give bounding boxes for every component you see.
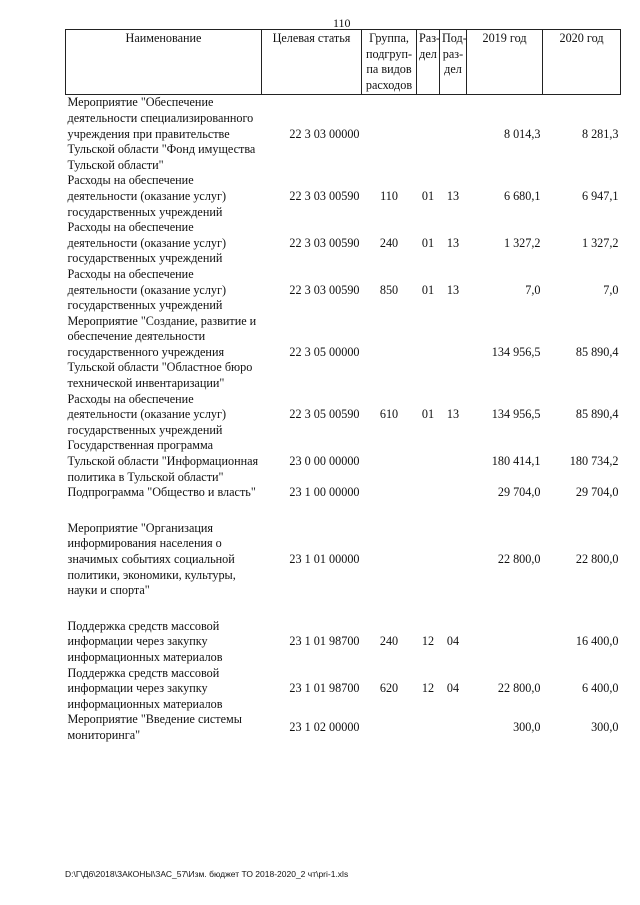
row-section: 01 <box>421 235 435 250</box>
row-target-article: 22 3 05 00000 <box>289 344 360 359</box>
row-name: Мероприятие "Создание, развитие и обеспечение деятельности государственного учреждения Тульской области "Областное бюро технической инвентаризации" <box>67 313 257 391</box>
row-expense-group: 610 <box>379 407 399 422</box>
row-target-article: 23 1 00 00000 <box>289 485 360 500</box>
row-section <box>417 521 440 599</box>
row-expense-group: 240 <box>379 634 399 649</box>
spacer-cell <box>66 501 621 521</box>
row-amount-2020: 85 890,4 <box>575 407 619 422</box>
row-section <box>417 438 440 485</box>
row-subsection: 13 <box>446 235 460 250</box>
table-row <box>66 485 621 501</box>
table-row <box>66 619 621 666</box>
table-row <box>66 666 621 713</box>
header-subsection: Под- раз- дел <box>440 30 467 95</box>
row-section <box>417 712 440 743</box>
row-section: 01 <box>421 407 435 422</box>
row-amount-2019: 1 327,2 <box>503 235 541 250</box>
row-section <box>417 485 440 501</box>
row-amount-2020: 6 947,1 <box>581 188 619 203</box>
table-row <box>66 314 621 392</box>
table-row <box>66 267 621 314</box>
header-name: Наименование <box>66 30 262 95</box>
header-2019: 2019 год <box>467 30 543 95</box>
row-amount-2020: 29 704,0 <box>575 485 619 500</box>
row-target-article: 22 3 03 00590 <box>289 282 360 297</box>
row-amount-2019: 134 956,5 <box>491 344 541 359</box>
row-target-article: 23 1 01 98700 <box>289 634 360 649</box>
row-amount-2019: 29 704,0 <box>497 485 541 500</box>
row-subsection <box>440 95 467 173</box>
row-amount-2019: 7,0 <box>525 282 541 297</box>
row-name: Расходы на обеспечение деятельности (оказание услуг) государственных учреждений <box>67 266 227 313</box>
row-amount-2020: 22 800,0 <box>575 552 619 566</box>
row-expense-group: 620 <box>379 681 399 696</box>
row-spacer <box>66 501 621 521</box>
table-row <box>66 521 621 599</box>
row-target-article: 23 1 01 98700 <box>289 681 360 696</box>
row-amount-2019: 300,0 <box>513 720 541 735</box>
header-target-article: Целевая статья <box>262 30 362 95</box>
row-name: Мероприятие "Введение системы мониторинга" <box>67 712 242 742</box>
spacer-cell <box>66 599 621 619</box>
row-expense-group <box>362 438 417 485</box>
row-target-article: 23 1 02 00000 <box>289 720 360 735</box>
row-amount-2020: 7,0 <box>603 282 619 297</box>
file-path-footer: D:\Г\Д6\2018\ЗАКОНЫ\ЗАС_57\Изм. бюджет ТО 2018-2020_2 чт\pri-1.xls <box>65 869 349 879</box>
row-subsection <box>440 485 467 501</box>
row-target-article: 22 3 03 00000 <box>289 126 360 141</box>
row-target-article: 23 1 01 00000 <box>289 552 360 566</box>
row-amount-2019: 134 956,5 <box>491 407 541 422</box>
row-subsection: 13 <box>446 188 460 203</box>
row-section: 01 <box>421 282 435 297</box>
header-expense-group: Группа, подгруп- па видов расходов <box>362 30 417 95</box>
row-subsection: 04 <box>446 681 460 696</box>
row-subsection: 04 <box>446 634 460 649</box>
row-subsection <box>440 438 467 485</box>
row-amount-2020: 16 400,0 <box>575 634 619 649</box>
row-subsection <box>440 314 467 392</box>
row-target-article: 23 0 00 00000 <box>289 454 360 469</box>
row-expense-group: 110 <box>380 188 398 203</box>
row-section: 12 <box>421 634 435 649</box>
row-name: Поддержка средств массовой информации через закупку информационных материалов <box>67 665 223 711</box>
row-amount-2019: 6 680,1 <box>503 188 541 203</box>
row-target-article: 22 3 03 00590 <box>289 235 360 250</box>
row-expense-group <box>362 314 417 392</box>
row-spacer <box>66 599 621 619</box>
table-row <box>66 173 621 220</box>
row-amount-2019: 22 800,0 <box>497 681 541 696</box>
row-amount-2020: 85 890,4 <box>575 344 619 359</box>
row-amount-2020: 6 400,0 <box>581 681 619 696</box>
row-amount-2019: 180 414,1 <box>491 454 541 469</box>
row-name: Подпрограмма "Общество и власть" <box>67 485 256 500</box>
row-name: Расходы на обеспечение деятельности (оказание услуг) государственных учреждений <box>67 220 227 266</box>
row-expense-group <box>362 485 417 501</box>
row-amount-2019 <box>467 619 543 666</box>
row-section: 12 <box>421 681 435 696</box>
row-amount-2019: 8 014,3 <box>503 126 541 141</box>
row-expense-group <box>362 712 417 743</box>
row-amount-2020: 180 734,2 <box>569 454 619 469</box>
row-target-article: 22 3 03 00590 <box>289 188 360 203</box>
row-amount-2019: 22 800,0 <box>497 552 541 566</box>
row-name: Мероприятие "Организация информирования населения о значимых событиях социальной политики, экономики, культуры, науки и спорта" <box>67 520 236 598</box>
row-amount-2020: 1 327,2 <box>581 235 619 250</box>
table-row <box>66 712 621 743</box>
table-header-row <box>66 30 621 95</box>
row-name: Расходы на обеспечение деятельности (оказание услуг) государственных учреждений <box>67 391 227 437</box>
row-section: 01 <box>421 188 435 203</box>
table-row <box>66 392 621 439</box>
table-row <box>66 438 621 485</box>
row-section <box>417 314 440 392</box>
row-expense-group: 240 <box>379 235 399 250</box>
row-amount-2020: 300,0 <box>591 720 619 735</box>
row-name: Государственная программа Тульской области "Информационная политика в Тульской области" <box>67 438 259 484</box>
row-name: Расходы на обеспечение деятельности (оказание услуг) государственных учреждений <box>67 173 227 219</box>
header-section: Раз- дел <box>417 30 440 95</box>
page-number: 110 <box>333 16 351 30</box>
budget-table <box>65 29 621 744</box>
row-target-article: 22 3 05 00590 <box>289 407 360 422</box>
row-expense-group <box>362 95 417 173</box>
row-amount-2020: 8 281,3 <box>581 126 619 141</box>
header-2020: 2020 год <box>543 30 621 95</box>
row-name: Мероприятие "Обеспечение деятельности специализированного учреждения при правительстве Тульской области "Фонд имущества Тульской области" <box>67 95 256 172</box>
row-name: Поддержка средств массовой информации через закупку информационных материалов <box>67 618 223 664</box>
row-subsection: 13 <box>446 282 460 297</box>
row-expense-group: 850 <box>379 282 399 297</box>
row-subsection <box>440 521 467 599</box>
table-row <box>66 95 621 173</box>
row-expense-group <box>362 521 417 599</box>
row-subsection <box>440 712 467 743</box>
row-subsection: 13 <box>446 407 460 422</box>
table-row <box>66 220 621 267</box>
row-section <box>417 95 440 173</box>
